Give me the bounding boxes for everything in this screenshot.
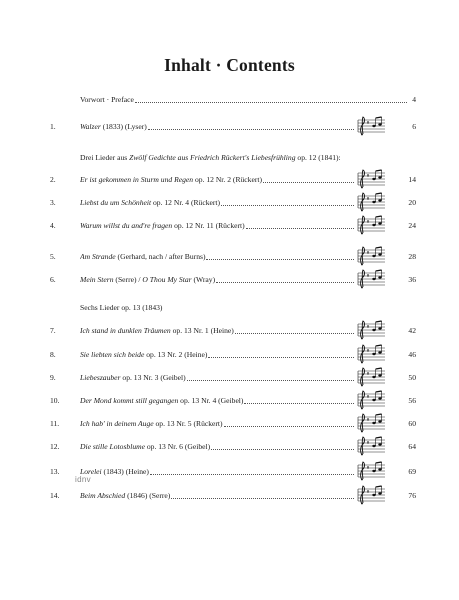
collection-title: Zwölf Gedichte aus Friedrich Rückert's Liebesfrühling <box>129 153 296 162</box>
music-incipit-icon <box>357 388 386 412</box>
music-incipit-icon <box>357 365 386 389</box>
toc-page-number: 60 <box>408 419 416 428</box>
dot-leader <box>216 273 354 283</box>
toc-page-number: 4 <box>412 95 416 104</box>
dot-leader <box>135 93 407 103</box>
toc-page-number: 20 <box>408 198 416 207</box>
dot-leader <box>244 394 354 404</box>
song-title: Walzer <box>80 122 101 131</box>
dot-leader <box>246 219 354 229</box>
toc-page-number: 28 <box>408 252 416 261</box>
song-detail: op. 13 Nr. 6 (Geibel) <box>144 442 211 451</box>
dot-leader <box>171 489 354 499</box>
toc-entry-12[interactable] <box>0 440 459 454</box>
toc-entry-6[interactable] <box>0 273 459 287</box>
song-detail: (1833) (Lyser) <box>100 122 147 131</box>
toc-page-number: 42 <box>408 326 416 335</box>
toc-number: 12. <box>50 442 60 451</box>
dot-leader <box>235 324 354 334</box>
toc-number: 7. <box>50 326 56 335</box>
dot-leader <box>148 120 354 130</box>
song-title: Liebst du um Schönheit <box>80 198 152 207</box>
toc-entry-2[interactable] <box>0 173 459 187</box>
music-incipit-icon <box>357 244 386 268</box>
music-incipit-icon <box>357 483 386 507</box>
toc-number: 2. <box>50 175 56 184</box>
toc-number: 14. <box>50 491 60 500</box>
toc-page-number: 56 <box>408 396 416 405</box>
toc-entry-13[interactable] <box>0 465 459 479</box>
toc-page-number: 76 <box>408 491 416 500</box>
toc-page-number: 50 <box>408 373 416 382</box>
song-title: Lorelei <box>80 467 102 476</box>
music-incipit-icon <box>357 459 386 483</box>
dot-leader <box>208 348 354 358</box>
toc-entry-1[interactable] <box>0 120 459 134</box>
dot-leader <box>224 417 354 427</box>
song-title: Ich hab' in deinem Auge <box>80 419 154 428</box>
song-title: Warum willst du and're fragen <box>80 221 173 230</box>
dot-leader <box>263 173 354 183</box>
toc-page-number: 6 <box>412 122 416 131</box>
toc-number: 5. <box>50 252 56 261</box>
music-incipit-icon <box>357 434 386 458</box>
song-title-english: O Thou My Star <box>142 275 192 284</box>
song-detail: op. 13 Nr. 2 (Heine) <box>144 350 208 359</box>
music-incipit-icon <box>357 267 386 291</box>
song-detail: (Wray) <box>191 275 216 284</box>
dot-leader <box>150 465 354 475</box>
music-incipit-icon <box>357 318 386 342</box>
song-detail: op. 12 Nr. 11 (Rückert) <box>172 221 245 230</box>
toc-entry-8[interactable] <box>0 348 459 362</box>
music-incipit-icon <box>357 213 386 237</box>
watermark-text: idnv <box>75 475 91 484</box>
dot-leader <box>221 196 354 206</box>
song-title: Mein Stern <box>80 275 114 284</box>
toc-entry-11[interactable] <box>0 417 459 431</box>
toc-entry-5[interactable] <box>0 250 459 264</box>
toc-entry-9[interactable] <box>0 371 459 385</box>
music-incipit-icon <box>357 342 386 366</box>
song-detail: op. 13 Nr. 4 (Geibel) <box>178 396 244 405</box>
toc-number: 10. <box>50 396 60 405</box>
toc-number: 11. <box>50 419 60 428</box>
music-incipit-icon <box>357 190 386 214</box>
song-title: Liebeszauber <box>80 373 121 382</box>
toc-entry-10[interactable] <box>0 394 459 408</box>
song-detail: op. 13 Nr. 1 (Heine) <box>170 326 234 335</box>
toc-number: 9. <box>50 373 56 382</box>
toc-page-number: 46 <box>408 350 416 359</box>
song-detail: (Serre) / <box>113 275 143 284</box>
toc-page-number: 24 <box>408 221 416 230</box>
dot-leader <box>206 250 354 260</box>
song-detail: op. 13 Nr. 5 (Rückert) <box>153 419 223 428</box>
song-title: Der Mond kommt still gegangen <box>80 396 179 405</box>
toc-number: 4. <box>50 221 56 230</box>
page-title: Inhalt · Contents <box>164 55 295 75</box>
music-incipit-icon <box>357 411 386 435</box>
toc-entry-14[interactable] <box>0 489 459 503</box>
dot-leader <box>211 440 354 450</box>
toc-page-number: 69 <box>408 467 416 476</box>
song-detail: (1846) (Serre) <box>125 491 171 500</box>
song-detail: (1843) (Heine) <box>101 467 149 476</box>
song-detail: op. 12 Nr. 2 (Rückert) <box>193 175 263 184</box>
toc-entry-7[interactable] <box>0 324 459 338</box>
music-incipit-icon <box>357 114 386 138</box>
group-heading-op12: Drei Lieder aus Zwölf Gedichte aus Friedrich Rückert's Liebesfrühling op. 12 (1841): <box>80 153 341 162</box>
song-title: Die stille Lotosblume <box>80 442 145 451</box>
group-heading-op13: Sechs Lieder op. 13 (1843) <box>80 303 163 312</box>
song-title: Beim Abschied <box>80 491 126 500</box>
music-incipit-icon <box>357 167 386 191</box>
song-detail: (Gerhard, nach / after Burns) <box>115 252 206 261</box>
song-title: Ich stand in dunklen Träumen <box>80 326 171 335</box>
song-title: Er ist gekommen in Sturm und Regen <box>80 175 194 184</box>
toc-page-number: 64 <box>408 442 416 451</box>
toc-number: 13. <box>50 467 60 476</box>
song-detail: op. 12 Nr. 4 (Rückert) <box>151 198 221 207</box>
toc-page-number: 36 <box>408 275 416 284</box>
toc-number: 1. <box>50 122 56 131</box>
toc-entry-4[interactable] <box>0 219 459 233</box>
toc-page-number: 14 <box>408 175 416 184</box>
song-title: Am Strande <box>80 252 116 261</box>
toc-number: 6. <box>50 275 56 284</box>
toc-number: 8. <box>50 350 56 359</box>
toc-entry-3[interactable] <box>0 196 459 210</box>
song-detail: op. 13 Nr. 3 (Geibel) <box>120 373 186 382</box>
toc-entry-preface[interactable] <box>0 93 459 107</box>
song-title: Sie liebten sich beide <box>80 350 145 359</box>
toc-entry-title: Vorwort · Preface <box>80 95 134 104</box>
dot-leader <box>187 371 354 381</box>
toc-number: 3. <box>50 198 56 207</box>
